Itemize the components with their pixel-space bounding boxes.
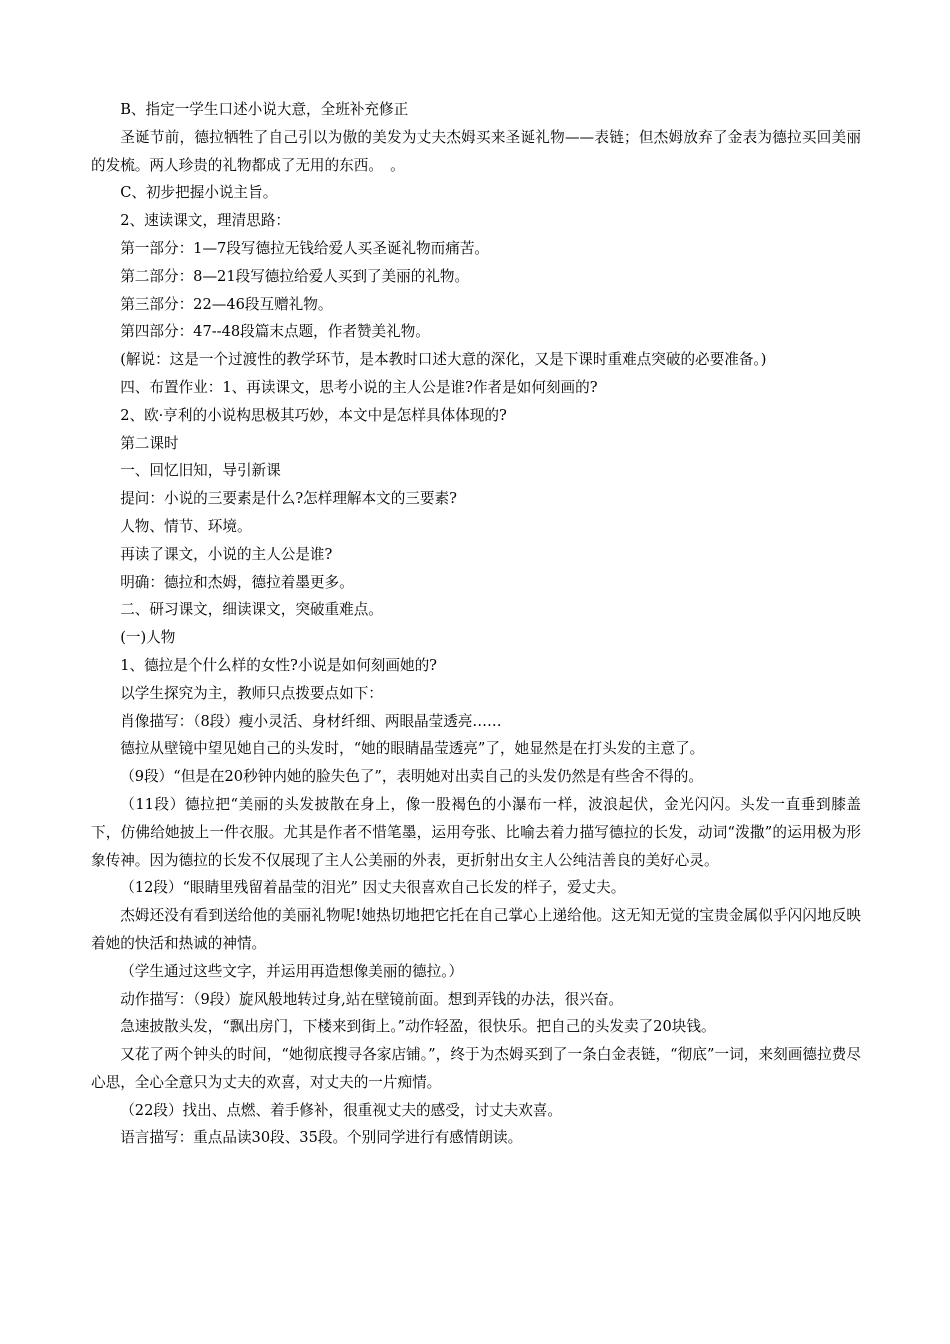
paragraph: 肖像描写：（8段）瘦小灵活、身材纤细、两眼晶莹透亮…… [120, 712, 502, 730]
paragraph: （12段）“眼睛里残留着晶莹的泪光” 因丈夫很喜欢自己长发的样子，爱丈夫。 [120, 879, 626, 897]
paragraph: (解说：这是一个过渡性的教学环节，是本教时口述大意的深化，又是下课时重难点突破的必要准备。) [120, 351, 767, 369]
paragraph: 急速披散头发，“飘出房门，下楼来到街上。”动作轻盈，很快乐。把自己的头发卖了20块钱。 [120, 1018, 716, 1036]
paragraph: (一)人物 [120, 629, 176, 647]
paragraph: 1、德拉是个什么样的女性?小说是如何刻画她的? [120, 656, 437, 674]
paragraph: 人物、情节、环境。 [120, 517, 252, 535]
paragraph: 明确：德拉和杰姆，德拉着墨更多。 [120, 573, 354, 591]
paragraph: （9段）“但是在20秒钟内她的脸失色了”，表明她对出卖自己的头发仍然是有些舍不得的。 [120, 768, 703, 786]
paragraph: 第二部分：8—21段写德拉给爱人买到了美丽的礼物。 [120, 267, 470, 285]
document-page [91, 96, 861, 1152]
paragraph: 以学生探究为主，教师只点拨要点如下： [120, 684, 383, 702]
paragraph: 一、回忆旧知，导引新课 [120, 462, 281, 480]
paragraph: （11段）德拉把“美丽的头发披散在身上，像一股褐色的小瀑布一样，波浪起伏，金光闪闪。头发一直垂到膝盖下，仿佛给她披上一件衣服。尤其是作者不惜笔墨，运用夸张、比喻去着力描写德拉的长发，动词“泼撒”的运用极为形象传神。因为德拉的长发不仅展现了主人公美丽的外表，更折射出女主人公纯洁善良的美好心灵。 [91, 795, 861, 869]
paragraph: C、初步把握小说主旨。 [120, 184, 278, 202]
paragraph: （22段）找出、点燃、着手修补，很重视丈夫的感受，讨丈夫欢喜。 [120, 1101, 562, 1119]
section-heading: 第二课时 [120, 434, 179, 452]
paragraph: 提问：小说的三要素是什么?怎样理解本文的三要素? [120, 490, 457, 508]
paragraph: 第四部分：47--48段篇末点题，作者赞美礼物。 [120, 323, 430, 341]
paragraph: B、指定一学生口述小说大意，全班补充修正 [120, 101, 409, 118]
paragraph: 德拉从壁镜中望见她自己的头发时，“她的眼睛晶莹透亮”了，她显然是在打头发的主意了。 [120, 740, 705, 758]
paragraph: 动作描写：（9段）旋风般地转过身,站在壁镜前面。想到弄钱的办法，很兴奋。 [120, 990, 624, 1008]
paragraph: 第一部分：1—7段写德拉无钱给爱人买圣诞礼物而痛苦。 [120, 239, 490, 257]
paragraph: （学生通过这些文字，并运用再造想像美丽的德拉。） [120, 962, 464, 980]
paragraph: 第三部分：22—46段互赠礼物。 [120, 295, 333, 313]
paragraph: 又花了两个钟头的时间，“她彻底搜寻各家店铺。”，终于为杰姆买到了一条白金表链，“彻底”一词，来刻画德拉费尽心思，全心全意只为丈夫的欢喜，对丈夫的一片痴情。 [91, 1046, 861, 1091]
paragraph: 语言描写：重点品读30段、35段。个别同学进行有感情朗读。 [120, 1129, 523, 1147]
paragraph: 圣诞节前，德拉牺牲了自己引以为傲的美发为丈夫杰姆买来圣诞礼物——表链；但杰姆放弃了金表为德拉买回美丽的发梳。两人珍贵的礼物都成了无用的东西。 。 [91, 128, 861, 174]
paragraph: 杰姆还没有看到送给他的美丽礼物呢!她热切地把它托在自己掌心上递给他。这无知无觉的宝贵金属似乎闪闪地反映着她的快活和热诚的神情。 [91, 907, 861, 952]
paragraph: 2、速读课文，理清思路： [120, 212, 291, 230]
paragraph: 2、欧·亨利的小说构思极其巧妙，本文中是怎样具体体现的? [120, 406, 507, 424]
paragraph: 再读了课文，小说的主人公是谁? [120, 545, 333, 563]
paragraph: 二、研习课文，细读课文，突破重难点。 [120, 601, 383, 619]
paragraph: 四、布置作业：1、再读课文，思考小说的主人公是谁?作者是如何刻画的? [120, 378, 598, 396]
